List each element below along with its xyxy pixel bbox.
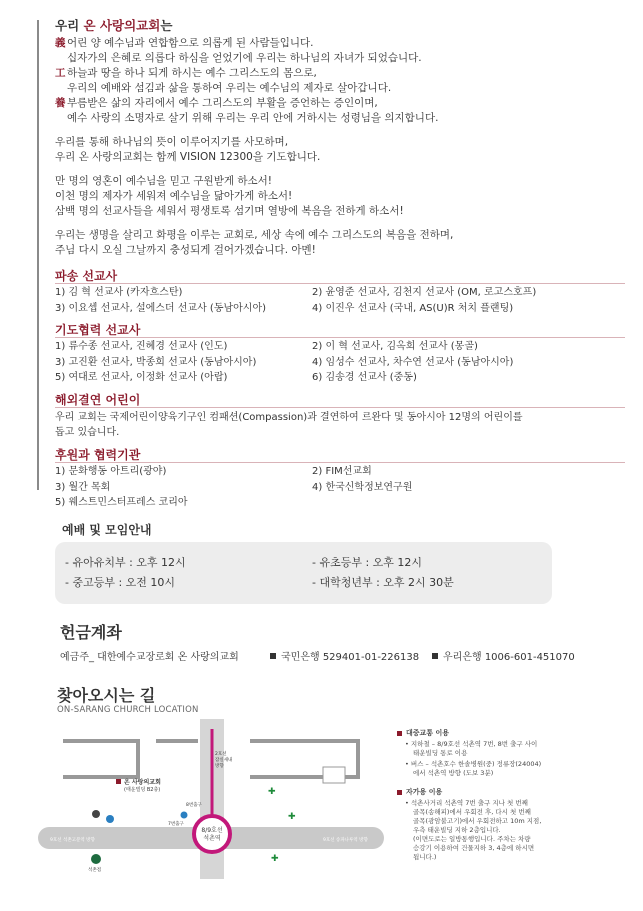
car-heading-text: 자가용 이용 [406, 788, 443, 796]
transit-heading-text: 대중교통 이용 [406, 729, 450, 737]
section-divider [55, 462, 625, 463]
para-line: 우리는 생명을 살리고 화평을 이루는 교회로, 세상 속에 예수 그리스도의 복음을 전하며, [55, 229, 454, 241]
location-heading: 찾아오시는 길 [57, 686, 156, 705]
missionaries-list [55, 285, 625, 316]
verse-line: 어린 양 예수님과 연합함으로 의롭게 된 사람들입니다. [67, 37, 314, 49]
list-item: 4) 한국신학정보연구원 [312, 481, 413, 493]
exit-label: 7번출구 [168, 822, 184, 827]
map-block-outline [63, 741, 138, 777]
car-item: 됩니다.) [413, 853, 437, 861]
bank-account-2 [432, 648, 575, 663]
location-subtitle: ON-SARANG CHURCH LOCATION [57, 705, 199, 715]
section-divider [55, 283, 625, 284]
station-label: 8/9호선 [201, 827, 223, 834]
line-label: 방향 [215, 764, 224, 769]
landmark-dot-icon [92, 810, 100, 818]
bank-account-text: 국민은행 529401-01-226138 [281, 652, 420, 663]
section-divider [55, 407, 625, 408]
prayer-missionaries-list [55, 339, 625, 386]
intro-title [55, 18, 625, 33]
road-label: 9호선 송파나루역 방향 [323, 838, 368, 843]
list-item: 4) 임성수 선교사, 차수연 선교사 (동남아시아) [312, 356, 514, 368]
bank-account-text: 우리은행 1006-601-451070 [443, 652, 575, 663]
list-item: 2) 이 혁 선교사, 김옥희 선교사 (몽골) [312, 341, 478, 352]
list-item: 4) 이진우 선교사 (국내, AS(U)R 처치 플랜팅) [312, 302, 514, 314]
road-label: 9호선 석촌고분역 방향 [50, 838, 95, 843]
bullet-square-icon [270, 653, 276, 659]
offering-heading: 헌금계좌 [60, 623, 122, 642]
verse-line: 예수 사랑의 소명자로 살기 위해 우리는 우리 안에 거하시는 성령님을 의지합니다. [67, 112, 439, 124]
verse-line: 십자가의 은혜로 의롭다 하심을 얻었기에 우리는 하나님의 자녀가 되었습니다. [67, 52, 422, 64]
worship-item: - 중고등부 : 오전 10시 [65, 576, 176, 589]
list-item: 1) 류수종 선교사, 진혜경 선교사 (인도) [55, 341, 228, 352]
para-line: 주님 다시 오실 그날까지 충성되게 걸어가겠습니다. 아멘! [55, 244, 316, 256]
transit-heading [397, 729, 557, 738]
line-label: 2호선 [215, 752, 227, 757]
list-item: 2) FIM선교회 [312, 466, 372, 477]
account-holder: 예금주_ 대한예수교장로회 온 사랑의교회 [60, 652, 239, 663]
list-item: 6) 김송경 선교사 (중동) [312, 372, 417, 383]
title-prefix: 우리 [55, 18, 84, 33]
sponsorship-heading: 해외결연 어린이 [55, 393, 141, 407]
transit-item: • 지하철 – 8/9호선 석촌역 7번, 8번 출구 사이 [405, 740, 538, 748]
list-item: 5) 웨스트민스터프레스 코리아 [55, 497, 188, 508]
station-circle [194, 816, 230, 852]
bullet-square-icon [432, 653, 438, 659]
list-item [312, 495, 625, 511]
building-icon [323, 767, 345, 783]
exit-label: 8번출구 [186, 803, 202, 808]
car-item: 골목(송해피)에서 우회전 후, 다시 첫 번째 [413, 808, 531, 816]
church-name: 온 사랑의교회 [83, 18, 161, 33]
list-item: 3) 고진환 선교사, 박종희 선교사 (동남아시아) [55, 356, 257, 368]
left-vertical-rule [37, 20, 39, 490]
verse-line: 부름받은 삶의 자리에서 예수 그리스도의 부활을 증언하는 증인이며, [67, 97, 378, 109]
verse-mark: 義 [55, 37, 66, 49]
para-line: 이천 명의 제자가 세워져 예수님을 닮아가게 하소서! [55, 190, 293, 202]
worship-item: - 유아유치부 : 오후 12시 [65, 556, 186, 569]
car-item: 골목(광암불고기)에서 우회전하고 10m 지점, [413, 817, 542, 825]
para-line: 삼백 명의 선교사들을 세워서 평생토록 섬기며 열방에 복음을 전하게 하소서! [55, 205, 404, 217]
transit-item: • 버스 – 석촌호수 한솔병원(중) 정류장(24004) [405, 760, 542, 768]
para-line: 만 명의 영혼이 예수님을 믿고 구원받게 하소서! [55, 175, 272, 187]
hospital-cross-icon: ✚ [268, 787, 276, 797]
station-label: 석촌역 [203, 835, 221, 842]
car-item: (이면도로는 일방통행입니다. 주차는 차량 [413, 835, 531, 843]
para-line: 돕고 있습니다. [55, 427, 120, 438]
prayer-paragraph [55, 174, 625, 219]
para-line: 우리를 통해 하나님의 뜻이 이루어지기를 사모하며, [55, 136, 289, 148]
sponsorship-text [55, 410, 555, 440]
verse-mark: 養 [55, 97, 66, 109]
verse-3 [55, 96, 625, 126]
church-label: (태운빌딩 B2층) [124, 787, 161, 793]
bullet-square-icon [397, 731, 402, 736]
list-item: 1) 김 혁 선교사 (카자흐스탄) [55, 287, 183, 298]
closing-paragraph [55, 228, 625, 258]
list-item: 3) 월간 목회 [55, 481, 111, 493]
vision-paragraph [55, 135, 625, 165]
list-item: 1) 문화행동 아트리(광야) [55, 466, 167, 477]
car-item: 우측 태운빌딩 지하 2층입니다. [413, 826, 501, 834]
bank-account-1 [270, 648, 419, 663]
hospital-cross-icon: ✚ [288, 812, 296, 822]
partners-heading: 후원과 협력기관 [55, 448, 141, 462]
verse-mark: 工 [55, 67, 66, 79]
verse-line: 하늘과 땅을 하나 되게 하시는 예수 그리스도의 몸으로, [67, 67, 317, 79]
verse-line: 우리의 예배와 섬김과 삶을 통하여 우리는 예수님의 제자로 살아갑니다. [67, 82, 392, 94]
verse-1 [55, 36, 625, 66]
location-map [38, 719, 384, 879]
landmark-dot-icon [181, 812, 188, 819]
hospital-cross-icon: ✚ [271, 854, 279, 864]
car-heading [397, 788, 557, 797]
landmark-label: 석촌점 [88, 868, 102, 873]
verse-2 [55, 66, 625, 96]
transit-item: 에서 석촌역 방향 (도보 3분) [413, 769, 494, 777]
para-line: 우리 온 사랑의교회는 함께 VISION 12300을 기도합니다. [55, 151, 321, 163]
starbucks-icon [91, 854, 101, 864]
bullet-square-icon [397, 790, 402, 795]
prayer-missionaries-heading: 기도협력 선교사 [55, 323, 141, 337]
landmark-dot-icon [106, 815, 114, 823]
section-divider [55, 337, 625, 338]
worship-box [55, 542, 552, 604]
offering-line [60, 648, 575, 663]
church-label: 온 사랑의교회 [124, 779, 161, 786]
list-item: 5) 여대로 선교사, 이정화 선교사 (아랍) [55, 372, 228, 383]
intro-section [55, 18, 625, 258]
worship-heading: 예배 및 모임안내 [62, 523, 152, 537]
directions-panel [397, 725, 557, 862]
para-line: 우리 교회는 국제어린이양육기구인 컴패션(Compassion)과 결연하여 르완다 및 동아시아 12명의 어린이를 [55, 412, 523, 423]
transit-item: 태운빌딩 통로 이용 [413, 749, 468, 757]
worship-item: - 유초등부 : 오후 12시 [312, 556, 423, 569]
worship-item: - 대학청년부 : 오후 2시 30분 [312, 576, 454, 589]
car-item: • 석촌사거리 석촌역 7번 출구 지나 첫 번째 [405, 799, 528, 807]
line-label: 잠실새내 [215, 758, 233, 763]
list-item: 3) 이요셉 선교사, 설에스더 선교사 (동남아시아) [55, 302, 267, 314]
title-suffix: 는 [160, 18, 173, 33]
missionaries-heading: 파송 선교사 [55, 269, 118, 283]
church-marker-icon [116, 779, 121, 784]
partners-list [55, 464, 625, 511]
list-item: 2) 윤영준 선교사, 김천지 선교사 (OM, 로고스호프) [312, 287, 537, 298]
car-item: 승강기 이용하여 건물지하 3, 4층에 하시면 [413, 844, 535, 852]
